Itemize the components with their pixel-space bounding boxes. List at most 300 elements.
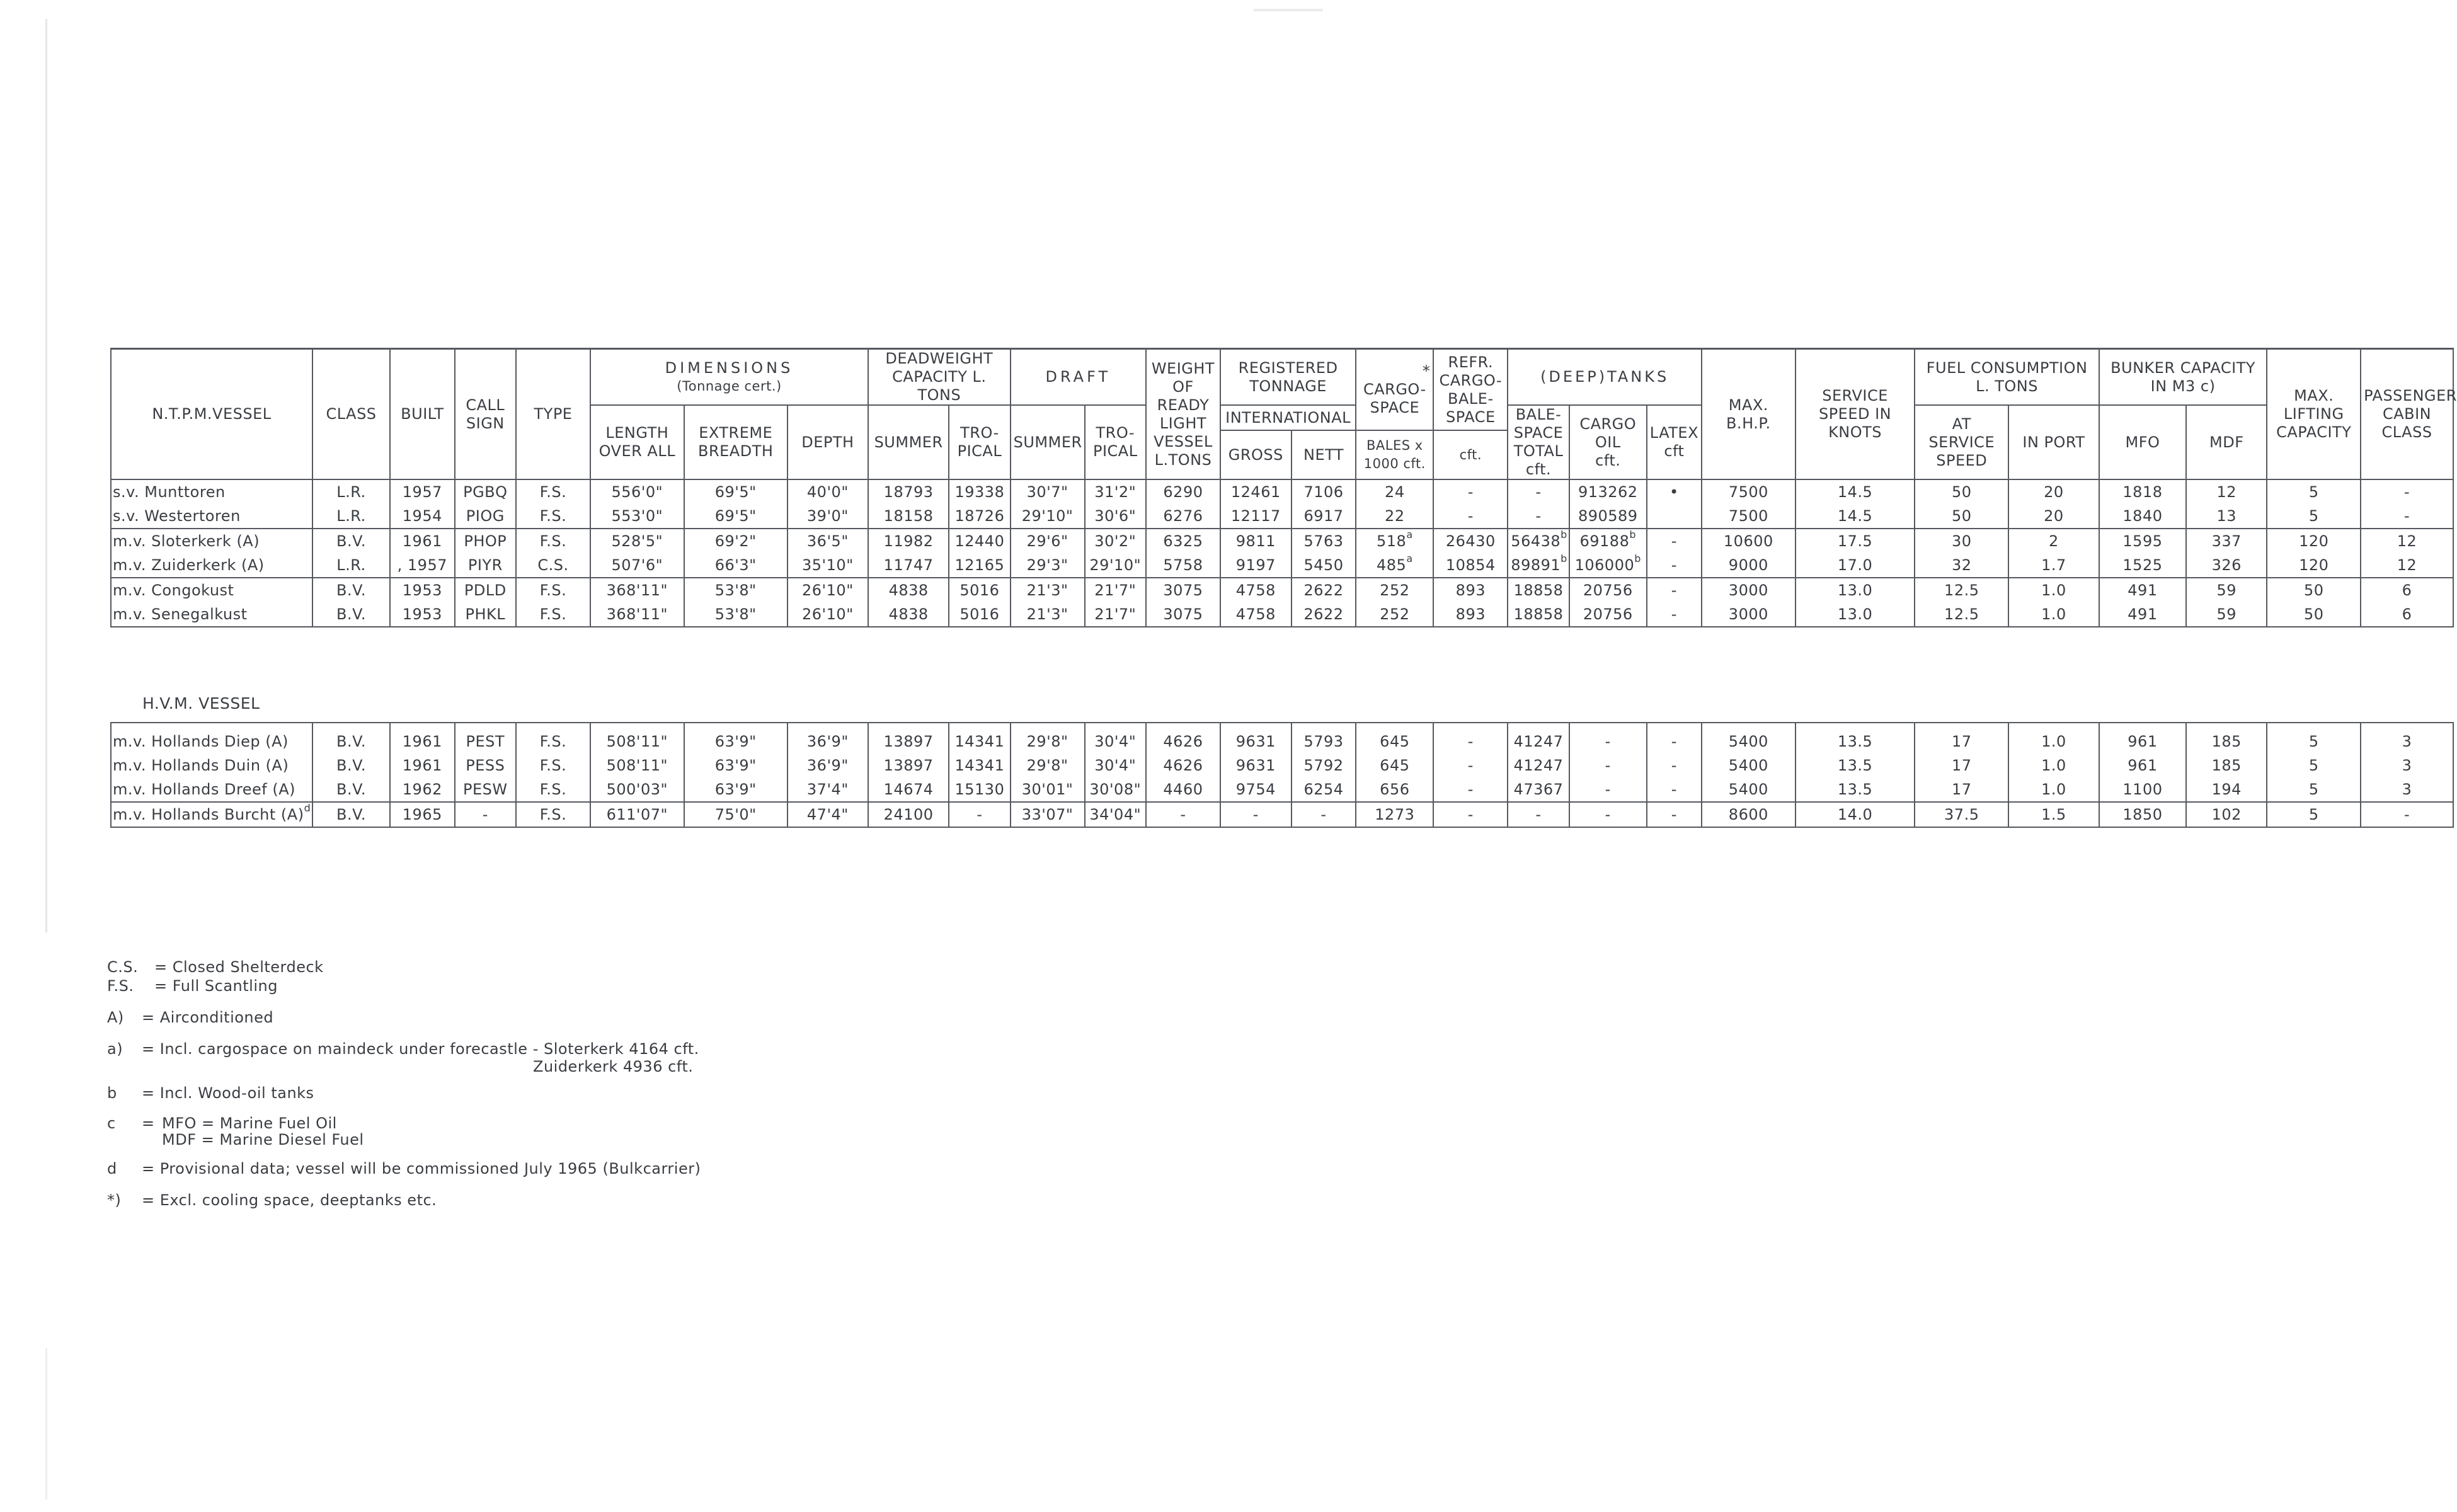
- cell-built: [390, 753, 455, 777]
- cell-refr: [1433, 504, 1508, 529]
- cell-value: 30'2": [1094, 532, 1137, 550]
- cell-value: 120: [2299, 556, 2329, 574]
- cell-call: [455, 602, 516, 627]
- cell-value: 528'5": [611, 532, 663, 550]
- separator-cell: [684, 723, 788, 730]
- cargo-space-star: *: [1422, 362, 1431, 381]
- cell-value: 12117: [1230, 507, 1281, 525]
- cell-value: C.S.: [537, 556, 569, 574]
- cell-nett: [1292, 553, 1356, 578]
- cell-nett: [1292, 504, 1356, 529]
- cell-value: 7500: [1728, 507, 1768, 525]
- cell-value: 59: [2216, 581, 2237, 599]
- separator-cell: [1011, 723, 1085, 730]
- cell-value: s.v. Munttoren: [113, 483, 226, 501]
- cell-value: 14341: [954, 757, 1005, 774]
- cell-speed: [1796, 578, 1915, 602]
- cell-dr-t: [1085, 730, 1146, 753]
- cell-cargo: [1356, 553, 1433, 578]
- cell-value: F.S.: [539, 532, 567, 550]
- cell-value: 1.0: [2041, 581, 2066, 599]
- cell-value: 14.0: [1837, 806, 1873, 823]
- cell-value: 47367: [1513, 781, 1564, 798]
- cell-dw-t: [949, 504, 1010, 529]
- cell-dw-s: [868, 504, 949, 529]
- col-service-speed: SERVICE SPEED IN KNOTS: [1796, 349, 1915, 480]
- cell-value: 5400: [1728, 733, 1768, 750]
- cell-f-serv: [1915, 529, 2008, 553]
- cell-type: [516, 578, 590, 602]
- cell-dr-s: [1011, 578, 1085, 602]
- cell-value: m.v. Zuiderkerk (A): [113, 556, 265, 574]
- cell-weight: [1146, 802, 1220, 827]
- separator-cell: [2008, 723, 2099, 730]
- cell-value: 485: [1377, 556, 1407, 574]
- latex-label: LATEX: [1649, 424, 1699, 442]
- col-lifting-capacity: MAX. LIFTING CAPACITY: [2267, 349, 2361, 480]
- cell-value: 36'9": [806, 757, 849, 774]
- cell-weight: [1146, 504, 1220, 529]
- cell-value: 6276: [1163, 507, 1203, 525]
- cell-call: [455, 504, 516, 529]
- col-max-bhp: MAX. B.H.P.: [1702, 349, 1796, 480]
- cell-class: [312, 479, 390, 504]
- cell-value: 21'7": [1094, 581, 1137, 599]
- separator-cell: [949, 723, 1010, 730]
- cell-pass: [2361, 753, 2453, 777]
- table-row: [111, 602, 2453, 627]
- cell-value: 19338: [954, 483, 1005, 501]
- cell-nett: [1292, 529, 1356, 553]
- cell-value: 39'0": [806, 507, 849, 525]
- cell-depth: [788, 529, 868, 553]
- cell-value: 961: [2128, 733, 2158, 750]
- cargo-oil-unit: cft.: [1595, 451, 1621, 469]
- cell-value: 26'10": [802, 605, 854, 623]
- cell-call: [455, 529, 516, 553]
- col-dw-summer: SUMMER: [868, 405, 949, 479]
- cell-class: [312, 504, 390, 529]
- legend-text: = Closed Shelterdeck: [154, 958, 324, 976]
- cell-nett: [1292, 578, 1356, 602]
- col-cargo-space: [1356, 349, 1433, 431]
- cell-value: 6: [2402, 581, 2412, 599]
- separator-cell: [1356, 723, 1433, 730]
- cell-bale: [1508, 553, 1569, 578]
- cell-value: m.v. Congokust: [113, 581, 234, 599]
- cell-value: 508'11": [606, 733, 668, 750]
- legend-text: = Incl. cargospace on maindeck under forecastle - Sloterkerk 4164 cft.: [142, 1040, 699, 1058]
- cell-oil: [1569, 602, 1647, 627]
- cell-dr-t: [1085, 479, 1146, 504]
- cell-bhp: [1702, 578, 1796, 602]
- col-class: CLASS: [312, 349, 390, 480]
- separator-cell: [1915, 723, 2008, 730]
- separator-cell: [1508, 723, 1569, 730]
- cell-gross: [1220, 479, 1292, 504]
- cell-value: 961: [2128, 757, 2158, 774]
- cell-value: m.v. Hollands Dreef (A): [113, 781, 296, 798]
- cell-bale: [1508, 479, 1569, 504]
- cell-value: 8600: [1728, 806, 1768, 823]
- col-draft-group: DRAFT: [1011, 349, 1146, 406]
- cell-value: B.V.: [336, 532, 367, 550]
- cell-value: -: [1535, 806, 1542, 823]
- cell-value: 1953: [402, 581, 442, 599]
- cell-value: •: [1670, 483, 1679, 501]
- cell-value: 18726: [954, 507, 1005, 525]
- cell-latex: [1647, 529, 1702, 553]
- cell-oil: [1569, 553, 1647, 578]
- cell-value: 645: [1380, 757, 1410, 774]
- cell-dr-t: [1085, 504, 1146, 529]
- cell-pass: [2361, 578, 2453, 602]
- cell-breadth: [684, 730, 788, 753]
- cell-f-serv: [1915, 578, 2008, 602]
- cell-value: PHOP: [464, 532, 507, 550]
- cell-value: 656: [1380, 781, 1410, 798]
- table-row: [111, 802, 2453, 827]
- legend-text: = Airconditioned: [142, 1009, 274, 1026]
- col-nett: NETT: [1292, 430, 1356, 479]
- cell-f-port: [2008, 777, 2099, 802]
- cell-value: -: [1671, 781, 1677, 798]
- cell-built: [390, 777, 455, 802]
- cell-value: -: [976, 806, 983, 823]
- cell-value: 17: [1952, 757, 1972, 774]
- cell-value: 29'3": [1026, 556, 1068, 574]
- cell-value: 50: [1952, 507, 1972, 525]
- cell-depth: [788, 802, 868, 827]
- cell-value: PHKL: [465, 605, 506, 623]
- cell-depth: [788, 602, 868, 627]
- cell-breadth: [684, 602, 788, 627]
- cell-f-port: [2008, 504, 2099, 529]
- cell-dr-t: [1085, 753, 1146, 777]
- cell-value: 32: [1952, 556, 1972, 574]
- cell-dw-t: [949, 777, 1010, 802]
- cell-value: 913262: [1578, 483, 1638, 501]
- cell-mdf: [2186, 730, 2267, 753]
- cell-dr-t: [1085, 553, 1146, 578]
- table-body: [111, 479, 2453, 827]
- cell-weight: [1146, 730, 1220, 753]
- cell-value: 1957: [402, 483, 442, 501]
- col-dimensions-group: [590, 349, 868, 406]
- cell-value: B.V.: [336, 757, 367, 774]
- cell-type: [516, 529, 590, 553]
- cell-value: 18793: [883, 483, 934, 501]
- cell-dr-s: [1011, 777, 1085, 802]
- cell-mfo: [2099, 504, 2186, 529]
- cell-bale: [1508, 504, 1569, 529]
- scan-smudge-top: [1254, 9, 1323, 11]
- cell-length: [590, 753, 684, 777]
- footnote-marker: b: [1629, 529, 1636, 541]
- legend-d: [107, 1159, 926, 1178]
- cell-value: 37'4": [806, 781, 849, 798]
- cell-value: 69'5": [714, 507, 757, 525]
- dimensions-note: (Tonnage cert.): [677, 378, 782, 394]
- cell-value: -: [1252, 806, 1259, 823]
- cell-lift: [2267, 802, 2361, 827]
- cell-breadth: [684, 802, 788, 827]
- cell-value: 21'3": [1026, 605, 1068, 623]
- cell-value: 9631: [1235, 757, 1276, 774]
- cell-latex: [1647, 504, 1702, 529]
- cell-name: [111, 504, 312, 529]
- separator-cell: [2361, 723, 2453, 730]
- dimensions-title: DIMENSIONS: [665, 358, 794, 377]
- col-fuel-group: FUEL CONSUMPTION L. TONS: [1915, 349, 2099, 406]
- cell-mfo: [2099, 777, 2186, 802]
- cell-value: 2622: [1303, 581, 1344, 599]
- cell-value: 5400: [1728, 781, 1768, 798]
- col-gross: GROSS: [1220, 430, 1292, 479]
- cell-call: [455, 479, 516, 504]
- col-light-weight: WEIGHT OF READY LIGHT VESSEL L.TONS: [1146, 349, 1220, 480]
- cell-name: [111, 602, 312, 627]
- cell-value: -: [1605, 806, 1611, 823]
- cell-dr-t: [1085, 777, 1146, 802]
- cell-value: 63'9": [714, 733, 757, 750]
- cell-built: [390, 602, 455, 627]
- cell-f-serv: [1915, 730, 2008, 753]
- cell-depth: [788, 730, 868, 753]
- cell-breadth: [684, 529, 788, 553]
- cell-value: 1962: [402, 781, 442, 798]
- cell-breadth: [684, 578, 788, 602]
- group-separator: [111, 723, 2453, 730]
- cell-value: 30'6": [1094, 507, 1137, 525]
- cell-value: PIYR: [467, 556, 503, 574]
- cell-call: [455, 578, 516, 602]
- cell-value: m.v. Senegalkust: [113, 605, 248, 623]
- cell-value: 30: [1952, 532, 1972, 550]
- cell-length: [590, 730, 684, 753]
- cell-value: -: [2403, 483, 2410, 501]
- cell-value: 5793: [1303, 733, 1344, 750]
- cell-built: [390, 529, 455, 553]
- separator-cell: [2099, 723, 2186, 730]
- cell-call: [455, 730, 516, 753]
- cell-value: 24: [1385, 483, 1405, 501]
- cell-latex: [1647, 753, 1702, 777]
- cell-lift: [2267, 730, 2361, 753]
- cell-lift: [2267, 777, 2361, 802]
- cell-value: 26430: [1445, 532, 1496, 550]
- cell-gross: [1220, 529, 1292, 553]
- cell-bhp: [1702, 753, 1796, 777]
- cell-bale: [1508, 777, 1569, 802]
- cell-value: -: [1671, 733, 1677, 750]
- cell-value: 1.5: [2041, 806, 2066, 823]
- cell-dr-s: [1011, 753, 1085, 777]
- cell-value: 893: [1455, 581, 1486, 599]
- cell-class: [312, 802, 390, 827]
- legend-spacer: [107, 1027, 926, 1040]
- cell-dw-t: [949, 479, 1010, 504]
- legend-key: a): [107, 1040, 123, 1058]
- cell-value: 11747: [883, 556, 934, 574]
- cell-built: [390, 504, 455, 529]
- cell-value: 5: [2308, 806, 2319, 823]
- cell-value: 102: [2211, 806, 2242, 823]
- cell-dw-s: [868, 753, 949, 777]
- cell-refr: [1433, 602, 1508, 627]
- legend-spacer: [107, 995, 926, 1008]
- col-deadweight-group: DEADWEIGHT CAPACITY L. TONS: [868, 349, 1011, 406]
- separator-cell: [1702, 723, 1796, 730]
- cell-nett: [1292, 479, 1356, 504]
- cell-breadth: [684, 553, 788, 578]
- cell-bhp: [1702, 504, 1796, 529]
- table-row: [111, 730, 2453, 753]
- cell-mfo: [2099, 753, 2186, 777]
- cell-speed: [1796, 529, 1915, 553]
- legend-b: [107, 1084, 926, 1102]
- cell-refr: [1433, 802, 1508, 827]
- cell-length: [590, 602, 684, 627]
- cell-value: 14.5: [1837, 507, 1873, 525]
- cell-dw-t: [949, 730, 1010, 753]
- legend-star: [107, 1191, 926, 1210]
- cell-value: 1965: [402, 806, 442, 823]
- cell-value: 33'07": [1021, 806, 1074, 823]
- cell-dr-t: [1085, 802, 1146, 827]
- legend-text: = Incl. Wood-oil tanks: [142, 1084, 314, 1102]
- hvm-section-heading: [111, 684, 2453, 723]
- spacer-cell: [111, 627, 2453, 684]
- col-cargo-oil: [1569, 405, 1647, 479]
- cell-value: s.v. Westertoren: [113, 507, 241, 525]
- cell-value: 5016: [959, 605, 1000, 623]
- cell-dr-s: [1011, 802, 1085, 827]
- cell-value: -: [1671, 806, 1677, 823]
- cell-name: [111, 479, 312, 504]
- cell-dw-t: [949, 529, 1010, 553]
- cell-value: 5: [2308, 507, 2319, 525]
- cell-value: -: [1467, 757, 1474, 774]
- cell-value: PEST: [466, 733, 505, 750]
- cell-dr-s: [1011, 529, 1085, 553]
- cell-value: 1525: [2122, 556, 2163, 574]
- cell-speed: [1796, 504, 1915, 529]
- cell-oil: [1569, 479, 1647, 504]
- legend-spacer: [107, 1178, 926, 1191]
- legend-spacer: [107, 1075, 926, 1084]
- cell-value: 69188: [1579, 532, 1630, 550]
- col-built: BUILT: [390, 349, 455, 480]
- separator-cell: [390, 723, 455, 730]
- col-type: TYPE: [516, 349, 590, 480]
- cell-latex: [1647, 479, 1702, 504]
- cell-value: 29'8": [1026, 733, 1068, 750]
- cell-call: [455, 553, 516, 578]
- cell-weight: [1146, 529, 1220, 553]
- bale-space-unit: cft.: [1525, 461, 1552, 478]
- cell-value: -: [1605, 781, 1611, 798]
- cell-cargo: [1356, 578, 1433, 602]
- cell-oil: [1569, 802, 1647, 827]
- legend-cs: [107, 958, 926, 976]
- cell-value: 3: [2402, 733, 2412, 750]
- cell-value: 7500: [1728, 483, 1768, 501]
- separator-cell: [788, 723, 868, 730]
- cell-value: 24100: [883, 806, 934, 823]
- cell-bhp: [1702, 777, 1796, 802]
- cell-call: [455, 777, 516, 802]
- cell-value: 185: [2211, 757, 2242, 774]
- cell-dr-s: [1011, 504, 1085, 529]
- cell-value: 4626: [1163, 757, 1203, 774]
- cell-mfo: [2099, 602, 2186, 627]
- cell-f-serv: [1915, 553, 2008, 578]
- cell-bhp: [1702, 802, 1796, 827]
- cell-f-serv: [1915, 504, 2008, 529]
- cell-lift: [2267, 753, 2361, 777]
- legend-text: = Full Scantling: [154, 977, 278, 995]
- separator-cell: [590, 723, 684, 730]
- cell-value: 3075: [1163, 581, 1203, 599]
- cell-lift: [2267, 479, 2361, 504]
- cell-bhp: [1702, 553, 1796, 578]
- cell-name: [111, 553, 312, 578]
- legend-c-cont: [107, 1131, 926, 1148]
- cell-value: 15130: [954, 781, 1005, 798]
- cell-value: 2622: [1303, 605, 1344, 623]
- cell-value: 63'9": [714, 781, 757, 798]
- cell-value: F.S.: [539, 733, 567, 750]
- legend-text: = Provisional data; vessel will be commissioned July 1965 (Bulkcarrier): [142, 1160, 701, 1177]
- cell-value: 35'10": [802, 556, 854, 574]
- col-call-sign: CALL SIGN: [455, 349, 516, 480]
- col-length: LENGTH OVER ALL: [590, 405, 684, 479]
- separator-cell: [1085, 723, 1146, 730]
- col-reg-tonnage-group: REGISTERED TONNAGE: [1220, 349, 1356, 406]
- cell-value: 1100: [2122, 781, 2163, 798]
- col-bale-space: [1508, 405, 1569, 479]
- cell-mdf: [2186, 753, 2267, 777]
- cell-value: 9631: [1235, 733, 1276, 750]
- cell-value: 53'8": [714, 581, 757, 599]
- cell-gross: [1220, 802, 1292, 827]
- cell-cargo: [1356, 753, 1433, 777]
- cell-value: 1273: [1375, 806, 1415, 823]
- cell-bhp: [1702, 529, 1796, 553]
- cell-gross: [1220, 553, 1292, 578]
- cell-cargo: [1356, 730, 1433, 753]
- separator-cell: [2267, 723, 2361, 730]
- cell-class: [312, 753, 390, 777]
- footnote-marker: a: [1406, 553, 1413, 564]
- legend-c: [107, 1115, 926, 1131]
- cell-value: 5758: [1163, 556, 1203, 574]
- cell-built: [390, 802, 455, 827]
- col-depth: DEPTH: [788, 405, 868, 479]
- cell-value: 6290: [1163, 483, 1203, 501]
- cell-dr-t: [1085, 602, 1146, 627]
- separator-cell: [516, 723, 590, 730]
- cell-value: 21'3": [1026, 581, 1068, 599]
- fleet-particulars-table: [110, 348, 2457, 828]
- cell-length: [590, 553, 684, 578]
- cell-value: 5400: [1728, 757, 1768, 774]
- cell-value: 185: [2211, 733, 2242, 750]
- cell-type: [516, 553, 590, 578]
- cell-dr-s: [1011, 553, 1085, 578]
- legend-key: C.S.: [107, 958, 139, 976]
